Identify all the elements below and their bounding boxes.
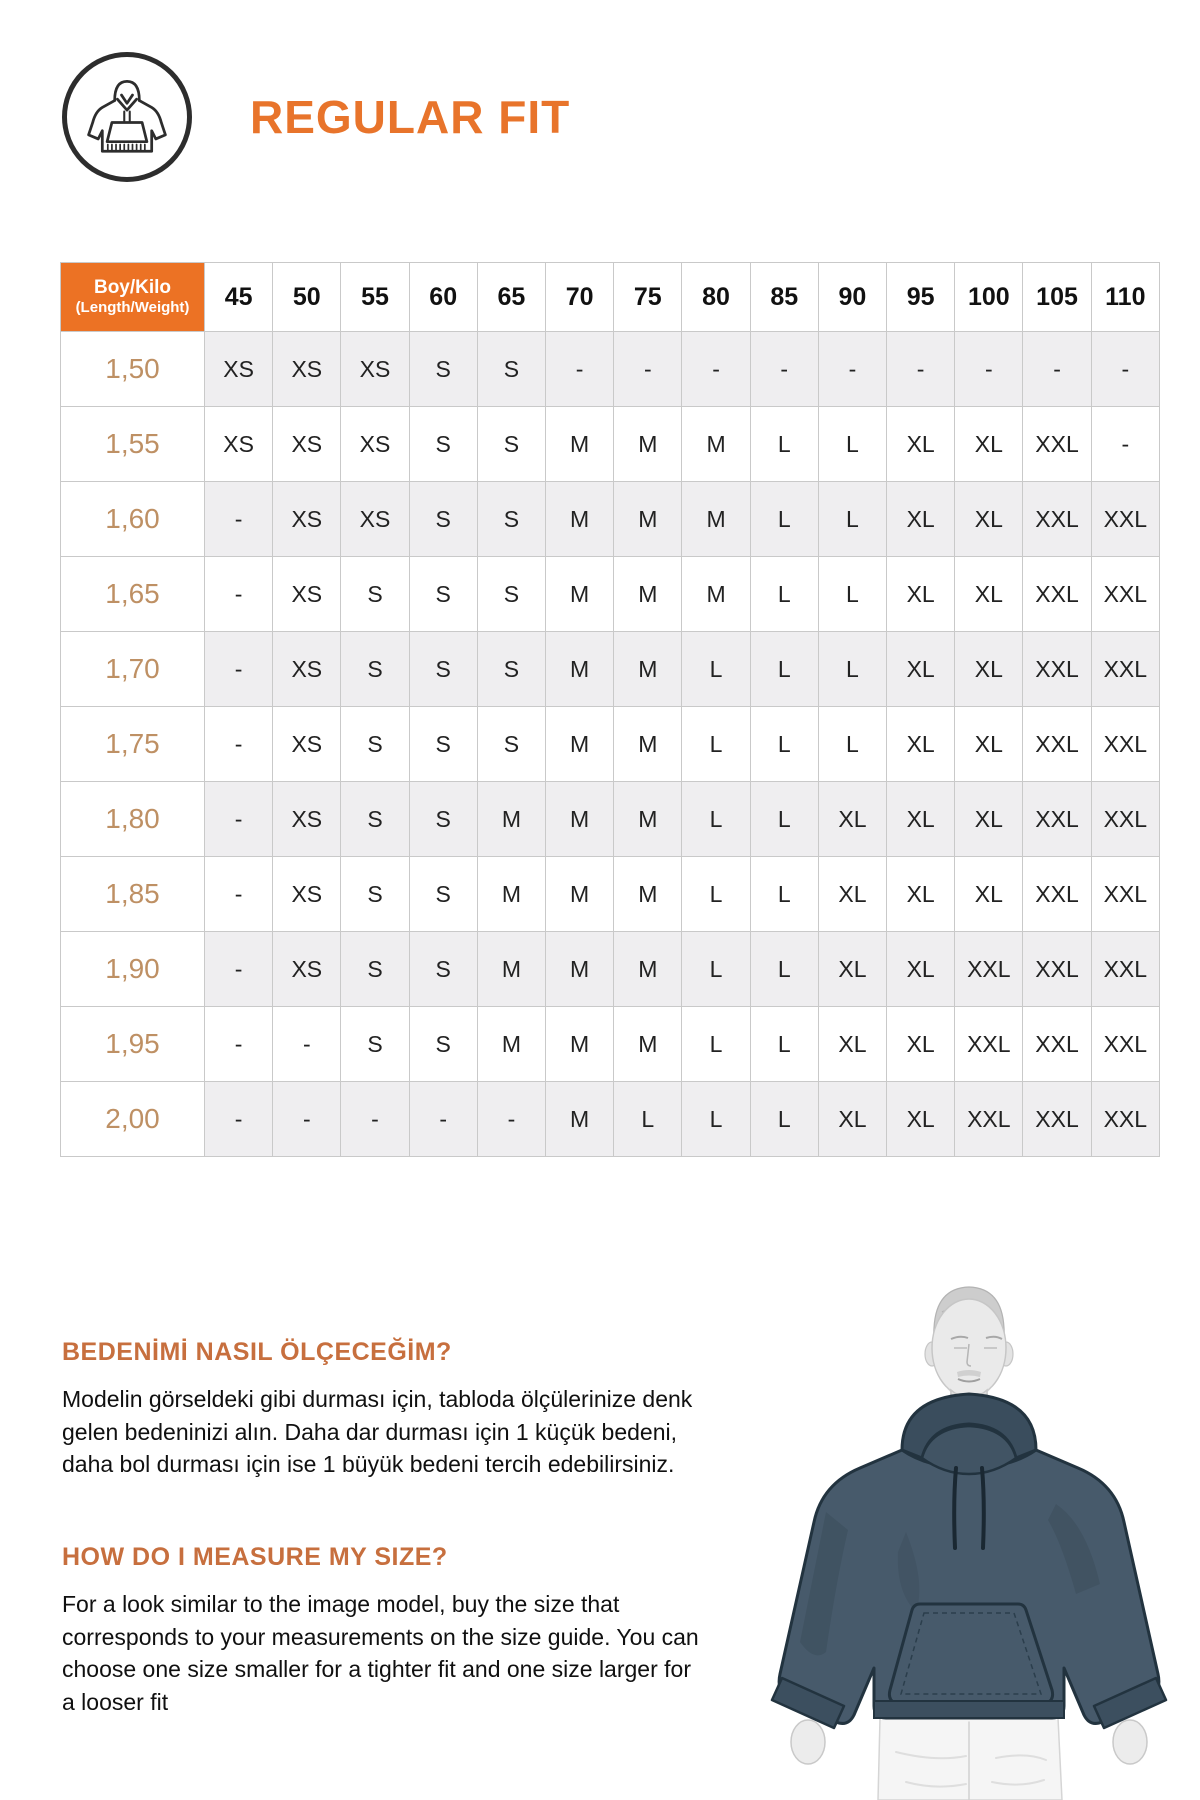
size-cell: L bbox=[818, 707, 886, 782]
size-cell: S bbox=[477, 407, 545, 482]
size-cell: XL bbox=[955, 782, 1023, 857]
size-cell: - bbox=[205, 482, 273, 557]
height-label: 1,50 bbox=[61, 332, 205, 407]
size-cell: XL bbox=[887, 1082, 955, 1157]
weight-header-50: 50 bbox=[273, 263, 341, 332]
height-label: 1,65 bbox=[61, 557, 205, 632]
model-wearing-hoodie-illustration bbox=[756, 1282, 1198, 1800]
corner-header-cell bbox=[61, 263, 205, 332]
size-cell: XS bbox=[341, 407, 409, 482]
size-table-row bbox=[61, 1082, 1160, 1157]
size-cell: S bbox=[477, 707, 545, 782]
size-cell: L bbox=[750, 1007, 818, 1082]
size-table-row bbox=[61, 782, 1160, 857]
size-cell: XS bbox=[273, 632, 341, 707]
size-cell: L bbox=[818, 632, 886, 707]
size-table-row bbox=[61, 707, 1160, 782]
size-table-row bbox=[61, 557, 1160, 632]
size-cell: XXL bbox=[1091, 782, 1159, 857]
height-label: 1,80 bbox=[61, 782, 205, 857]
size-cell: M bbox=[477, 782, 545, 857]
size-cell: M bbox=[614, 857, 682, 932]
weight-header-100: 100 bbox=[955, 263, 1023, 332]
size-cell: XL bbox=[887, 407, 955, 482]
size-table-row bbox=[61, 857, 1160, 932]
size-cell: XXL bbox=[955, 932, 1023, 1007]
size-cell: XXL bbox=[1023, 407, 1091, 482]
size-cell: M bbox=[682, 482, 750, 557]
size-cell: XXL bbox=[1091, 1007, 1159, 1082]
size-cell: M bbox=[614, 707, 682, 782]
size-table-row bbox=[61, 332, 1160, 407]
measure-info-section bbox=[62, 1338, 762, 1719]
size-cell: S bbox=[477, 632, 545, 707]
size-cell: XXL bbox=[1091, 707, 1159, 782]
height-label: 1,70 bbox=[61, 632, 205, 707]
weight-header-75: 75 bbox=[614, 263, 682, 332]
size-cell: XL bbox=[887, 782, 955, 857]
weight-header-45: 45 bbox=[205, 263, 273, 332]
corner-label-tr: Boy/Kilo bbox=[93, 276, 172, 298]
hoodie-model-art bbox=[756, 1282, 1198, 1800]
section-heading-turkish: BEDENİMİ NASIL ÖLÇECEĞİM? bbox=[62, 1338, 452, 1366]
size-cell: XXL bbox=[1091, 857, 1159, 932]
size-cell: XS bbox=[273, 332, 341, 407]
section-body-turkish: Modelin görseldeki gibi durması için, tabloda ölçülerinize denk gelen bedeninizi alın. Daha dar durması için 1 küçük bedeni, daha bol durması için ise 1 büyük bedeni tercih edebilirsiniz. bbox=[62, 1386, 693, 1478]
size-chart-table bbox=[60, 262, 1160, 1157]
size-cell: L bbox=[750, 482, 818, 557]
size-cell: XXL bbox=[1091, 932, 1159, 1007]
size-cell: - bbox=[818, 332, 886, 407]
size-cell: M bbox=[546, 407, 614, 482]
size-cell: - bbox=[1023, 332, 1091, 407]
size-cell: XS bbox=[273, 707, 341, 782]
size-cell: S bbox=[477, 557, 545, 632]
size-cell: L bbox=[750, 857, 818, 932]
size-cell: L bbox=[682, 1082, 750, 1157]
size-cell: XL bbox=[955, 707, 1023, 782]
size-cell: M bbox=[682, 557, 750, 632]
brand-header bbox=[62, 52, 570, 182]
size-cell: - bbox=[205, 1082, 273, 1157]
size-cell: XL bbox=[955, 557, 1023, 632]
size-cell: M bbox=[546, 632, 614, 707]
size-cell: L bbox=[818, 407, 886, 482]
size-cell: S bbox=[341, 857, 409, 932]
size-cell: XXL bbox=[1091, 632, 1159, 707]
size-cell: M bbox=[546, 782, 614, 857]
size-cell: L bbox=[750, 1082, 818, 1157]
size-cell: L bbox=[614, 1082, 682, 1157]
size-cell: L bbox=[750, 407, 818, 482]
size-cell: XL bbox=[818, 857, 886, 932]
size-cell: - bbox=[682, 332, 750, 407]
size-cell: S bbox=[409, 632, 477, 707]
size-cell: S bbox=[477, 332, 545, 407]
size-cell: XXL bbox=[1023, 557, 1091, 632]
table-header-row bbox=[61, 263, 1160, 332]
size-cell: L bbox=[682, 782, 750, 857]
size-cell: XS bbox=[205, 407, 273, 482]
size-cell: XL bbox=[887, 482, 955, 557]
size-cell: - bbox=[750, 332, 818, 407]
size-cell: XXL bbox=[1091, 1082, 1159, 1157]
weight-header-60: 60 bbox=[409, 263, 477, 332]
size-cell: - bbox=[477, 1082, 545, 1157]
size-cell: S bbox=[409, 332, 477, 407]
size-cell: XXL bbox=[1023, 857, 1091, 932]
size-cell: L bbox=[682, 857, 750, 932]
size-cell: L bbox=[682, 632, 750, 707]
height-label: 1,85 bbox=[61, 857, 205, 932]
size-cell: S bbox=[341, 707, 409, 782]
size-cell: XS bbox=[273, 857, 341, 932]
page-title: REGULAR FIT bbox=[250, 91, 571, 143]
size-cell: - bbox=[273, 1082, 341, 1157]
height-label: 1,90 bbox=[61, 932, 205, 1007]
size-cell: L bbox=[682, 932, 750, 1007]
size-table-row bbox=[61, 932, 1160, 1007]
size-cell: XL bbox=[887, 932, 955, 1007]
size-cell: - bbox=[1091, 332, 1159, 407]
size-cell: S bbox=[409, 932, 477, 1007]
size-cell: XL bbox=[887, 707, 955, 782]
weight-header-85: 85 bbox=[750, 263, 818, 332]
size-cell: XS bbox=[341, 482, 409, 557]
size-cell: XXL bbox=[1023, 932, 1091, 1007]
size-cell: - bbox=[614, 332, 682, 407]
size-cell: - bbox=[341, 1082, 409, 1157]
size-cell: XL bbox=[818, 932, 886, 1007]
size-table-row bbox=[61, 407, 1160, 482]
height-label: 1,55 bbox=[61, 407, 205, 482]
size-cell: M bbox=[546, 557, 614, 632]
size-cell: XL bbox=[955, 632, 1023, 707]
weight-header-95: 95 bbox=[887, 263, 955, 332]
height-label: 1,95 bbox=[61, 1007, 205, 1082]
size-cell: M bbox=[546, 1007, 614, 1082]
size-cell: M bbox=[546, 932, 614, 1007]
hoodie-icon bbox=[62, 52, 192, 182]
size-cell: S bbox=[409, 557, 477, 632]
size-cell: L bbox=[750, 632, 818, 707]
size-cell: M bbox=[614, 1007, 682, 1082]
size-cell: - bbox=[205, 557, 273, 632]
size-cell: - bbox=[205, 782, 273, 857]
size-cell: XXL bbox=[1023, 707, 1091, 782]
size-cell: S bbox=[341, 557, 409, 632]
size-cell: - bbox=[205, 932, 273, 1007]
weight-header-105: 105 bbox=[1023, 263, 1091, 332]
size-cell: XS bbox=[205, 332, 273, 407]
size-cell: S bbox=[409, 782, 477, 857]
size-table-row bbox=[61, 482, 1160, 557]
size-cell: - bbox=[205, 707, 273, 782]
size-cell: XS bbox=[273, 482, 341, 557]
size-cell: - bbox=[273, 1007, 341, 1082]
size-cell: M bbox=[546, 707, 614, 782]
size-cell: XL bbox=[818, 1082, 886, 1157]
size-cell: M bbox=[614, 407, 682, 482]
size-table-row bbox=[61, 1007, 1160, 1082]
size-cell: M bbox=[477, 932, 545, 1007]
height-label: 1,75 bbox=[61, 707, 205, 782]
size-cell: - bbox=[955, 332, 1023, 407]
size-cell: S bbox=[341, 1007, 409, 1082]
size-cell: - bbox=[205, 1007, 273, 1082]
size-cell: XXL bbox=[1023, 782, 1091, 857]
size-cell: - bbox=[205, 857, 273, 932]
size-cell: XXL bbox=[955, 1082, 1023, 1157]
size-cell: M bbox=[614, 932, 682, 1007]
corner-label-en: (Length/Weight) bbox=[75, 299, 190, 317]
size-cell: M bbox=[614, 782, 682, 857]
section-heading-english: HOW DO I MEASURE MY SIZE? bbox=[62, 1542, 448, 1571]
weight-header-80: 80 bbox=[682, 263, 750, 332]
size-cell: XS bbox=[273, 932, 341, 1007]
size-cell: L bbox=[750, 707, 818, 782]
size-cell: M bbox=[477, 1007, 545, 1082]
weight-header-55: 55 bbox=[341, 263, 409, 332]
size-cell: M bbox=[682, 407, 750, 482]
size-cell: M bbox=[546, 1082, 614, 1157]
size-cell: L bbox=[818, 557, 886, 632]
size-cell: - bbox=[546, 332, 614, 407]
weight-header-65: 65 bbox=[477, 263, 545, 332]
size-cell: S bbox=[409, 707, 477, 782]
size-cell: XS bbox=[341, 332, 409, 407]
size-cell: S bbox=[409, 482, 477, 557]
size-cell: S bbox=[341, 632, 409, 707]
size-cell: XS bbox=[273, 782, 341, 857]
size-cell: S bbox=[477, 482, 545, 557]
size-cell: XS bbox=[273, 557, 341, 632]
height-label: 2,00 bbox=[61, 1082, 205, 1157]
size-cell: - bbox=[409, 1082, 477, 1157]
size-cell: S bbox=[341, 932, 409, 1007]
size-cell: XL bbox=[887, 632, 955, 707]
size-cell: M bbox=[546, 857, 614, 932]
hoodie-icon-art bbox=[79, 69, 175, 165]
weight-header-70: 70 bbox=[546, 263, 614, 332]
size-cell: S bbox=[341, 782, 409, 857]
size-cell: M bbox=[477, 857, 545, 932]
size-cell: - bbox=[887, 332, 955, 407]
size-cell: XXL bbox=[1023, 1007, 1091, 1082]
size-cell: XXL bbox=[1023, 632, 1091, 707]
size-cell: XL bbox=[955, 482, 1023, 557]
size-cell: L bbox=[682, 707, 750, 782]
size-cell: S bbox=[409, 407, 477, 482]
size-cell: L bbox=[818, 482, 886, 557]
size-cell: XXL bbox=[1091, 557, 1159, 632]
size-cell: M bbox=[614, 557, 682, 632]
size-cell: XXL bbox=[1023, 482, 1091, 557]
size-cell: M bbox=[546, 482, 614, 557]
size-cell: S bbox=[409, 857, 477, 932]
size-cell: - bbox=[1091, 407, 1159, 482]
size-cell: L bbox=[750, 782, 818, 857]
size-cell: XS bbox=[273, 407, 341, 482]
size-cell: XL bbox=[887, 557, 955, 632]
size-cell: M bbox=[614, 632, 682, 707]
size-cell: XL bbox=[887, 1007, 955, 1082]
size-cell: XL bbox=[887, 857, 955, 932]
size-cell: XL bbox=[955, 857, 1023, 932]
size-table-row bbox=[61, 632, 1160, 707]
size-cell: XL bbox=[818, 782, 886, 857]
height-label: 1,60 bbox=[61, 482, 205, 557]
size-cell: L bbox=[682, 1007, 750, 1082]
weight-header-90: 90 bbox=[818, 263, 886, 332]
size-cell: M bbox=[614, 482, 682, 557]
size-cell: L bbox=[750, 932, 818, 1007]
size-cell: XL bbox=[818, 1007, 886, 1082]
size-cell: - bbox=[205, 632, 273, 707]
size-cell: S bbox=[409, 1007, 477, 1082]
size-cell: L bbox=[750, 557, 818, 632]
size-cell: XXL bbox=[955, 1007, 1023, 1082]
size-cell: XXL bbox=[1091, 482, 1159, 557]
size-cell: XXL bbox=[1023, 1082, 1091, 1157]
weight-header-110: 110 bbox=[1091, 263, 1159, 332]
section-body-english: For a look similar to the image model, buy the size that corresponds to your measurements on the size guide. You can choose one size smaller for a tighter fit and one size larger for a looser fit bbox=[62, 1590, 699, 1715]
size-cell: XL bbox=[955, 407, 1023, 482]
